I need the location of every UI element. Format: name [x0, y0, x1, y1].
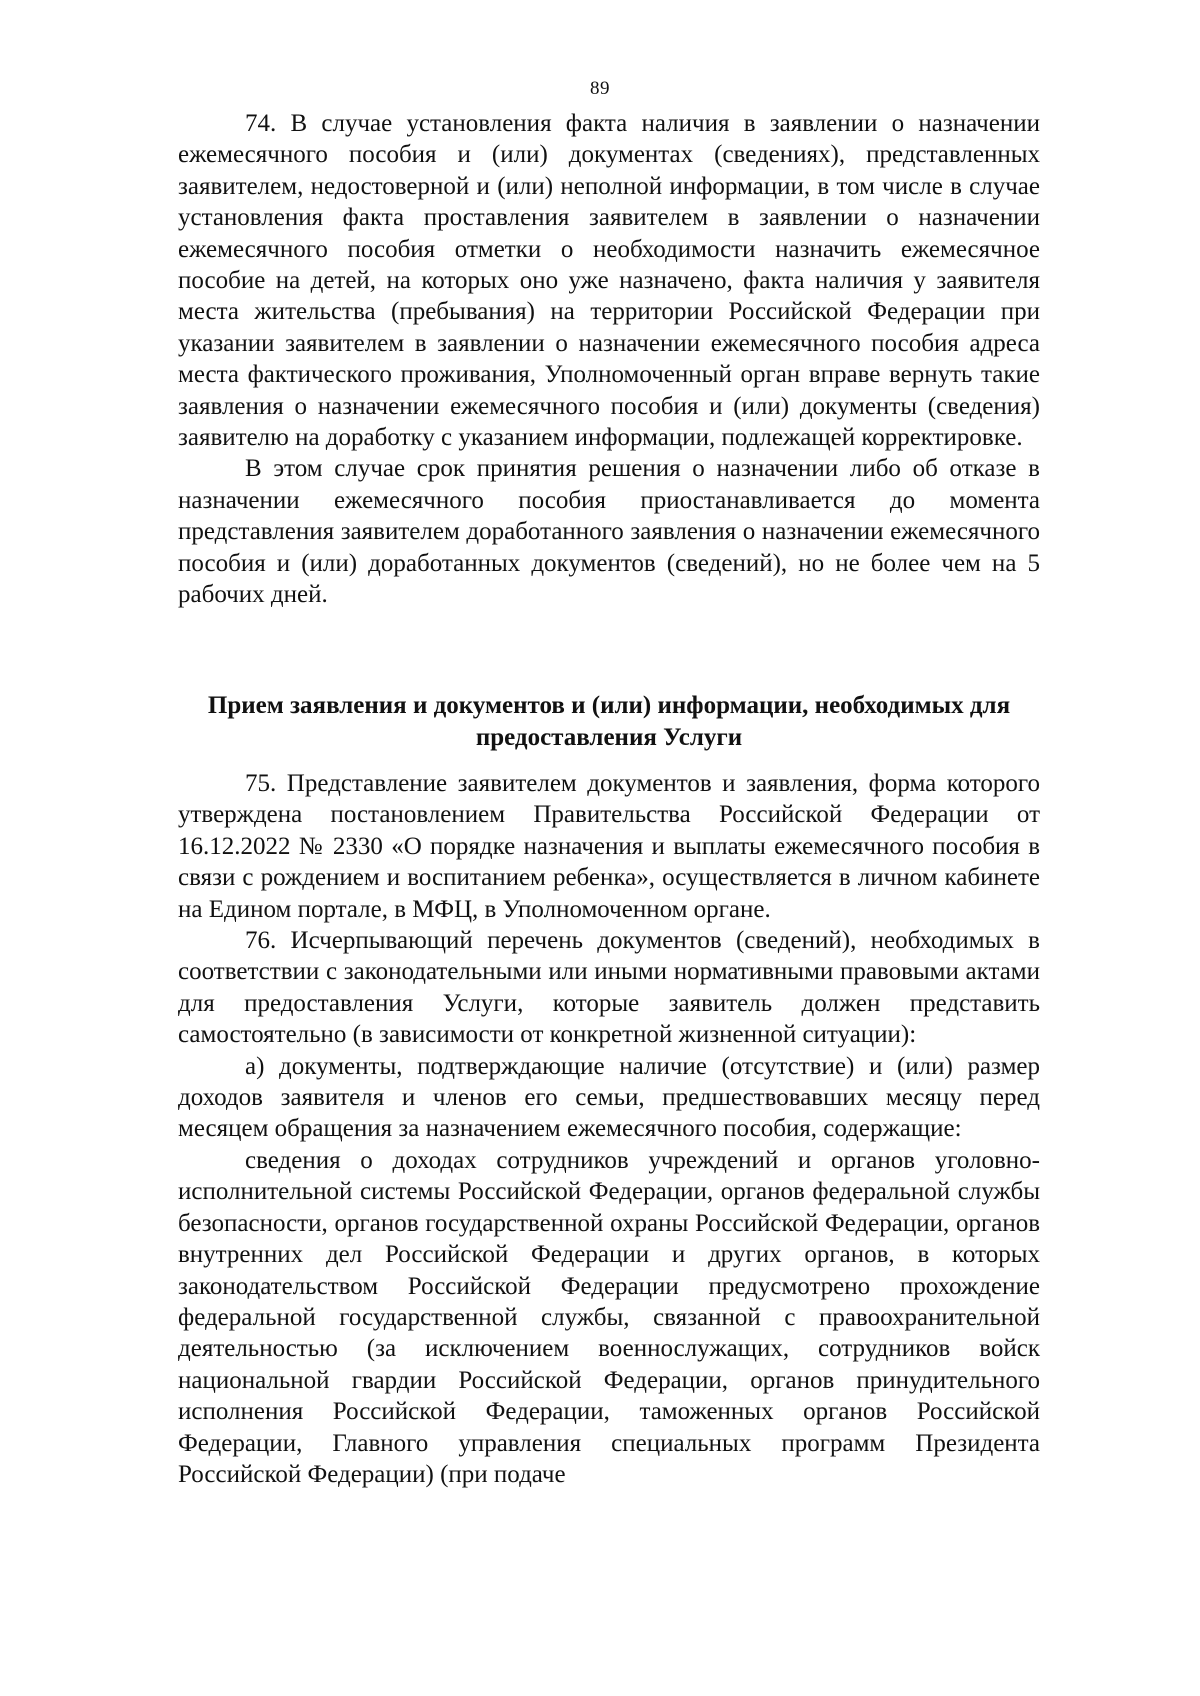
paragraph-75: 75. Представление заявителем документов и заявления, форма которого утверждена постановлением Правительства Российской Федерации от 16.12.2022 № 2330 «О порядке назначения и выплаты ежемесячного пособия в связи с рождением и воспитанием ребенка», осуществляется в личном кабинете на Едином портале, в МФЦ, в Уполномоченном органе. [178, 770, 1040, 923]
text-block-top [178, 108, 1040, 611]
page-number: 89 [590, 78, 610, 99]
paragraph-76: 76. Исчерпывающий перечень документов (сведений), необходимых в соответствии с законодательными или иными нормативными правовыми актами для предоставления Услуги, которые заявитель должен представить самостоятельно (в зависимости от конкретной жизненной ситуации): [178, 927, 1040, 1049]
section-heading: Прием заявления и документов и (или) информации, необходимых для предоставления Услуги [207, 692, 1011, 751]
paragraph-income-info: сведения о доходах сотрудников учреждений и органов уголовно-исполнительной системы Российской Федерации, органов федеральной службы безопасности, органов государственной охраны Российской Федерации, органов внутренних дел Российской Федерации и других органов, в которых законодательством Российской Федерации предусмотрено прохождение федеральной государственной службы, связанной с правоохранительной деятельностью (за исключением военнослужащих, сотрудников войск национальной гвардии Российской Федерации, органов принудительного исполнения Российской Федерации, таможенных органов Российской Федерации, Главного управления специальных программ Президента Российской Федерации) (при подаче [178, 1146, 1040, 1488]
text-block-bottom [178, 690, 1040, 1490]
paragraph-76-item-a: а) документы, подтверждающие наличие (отсутствие) и (или) размер доходов заявителя и членов его семьи, предшествовавших месяцу перед месяцем обращения за назначением ежемесячного пособия, содержащие: [178, 1052, 1040, 1143]
paragraph-74: 74. В случае установления факта наличия в заявлении о назначении ежемесячного пособия и (или) документах (сведениях), представленных заявителем, недостоверной и (или) неполной информации, в том числе в случае установления факта проставления заявителем в заявлении о назначении ежемесячного пособия отметки о необходимости назначить ежемесячное пособие на детей, на которых оно уже назначено, факта наличия у заявителя места жительства (пребывания) на территории Российской Федерации при указании заявителем в заявлении о назначении ежемесячного пособия адреса места фактического проживания, Уполномоченный орган вправе вернуть такие заявления о назначении ежемесячного пособия и (или) документы (сведения) заявителю на доработку с указанием информации, подлежащей корректировке. [178, 110, 1040, 452]
paragraph-74-continuation: В этом случае срок принятия решения о назначении либо об отказе в назначении ежемесячного пособия приостанавливается до момента представления заявителем доработанного заявления о назначении ежемесячного пособия и (или) доработанных документов (сведений), но не более чем на 5 рабочих дней. [178, 455, 1040, 609]
